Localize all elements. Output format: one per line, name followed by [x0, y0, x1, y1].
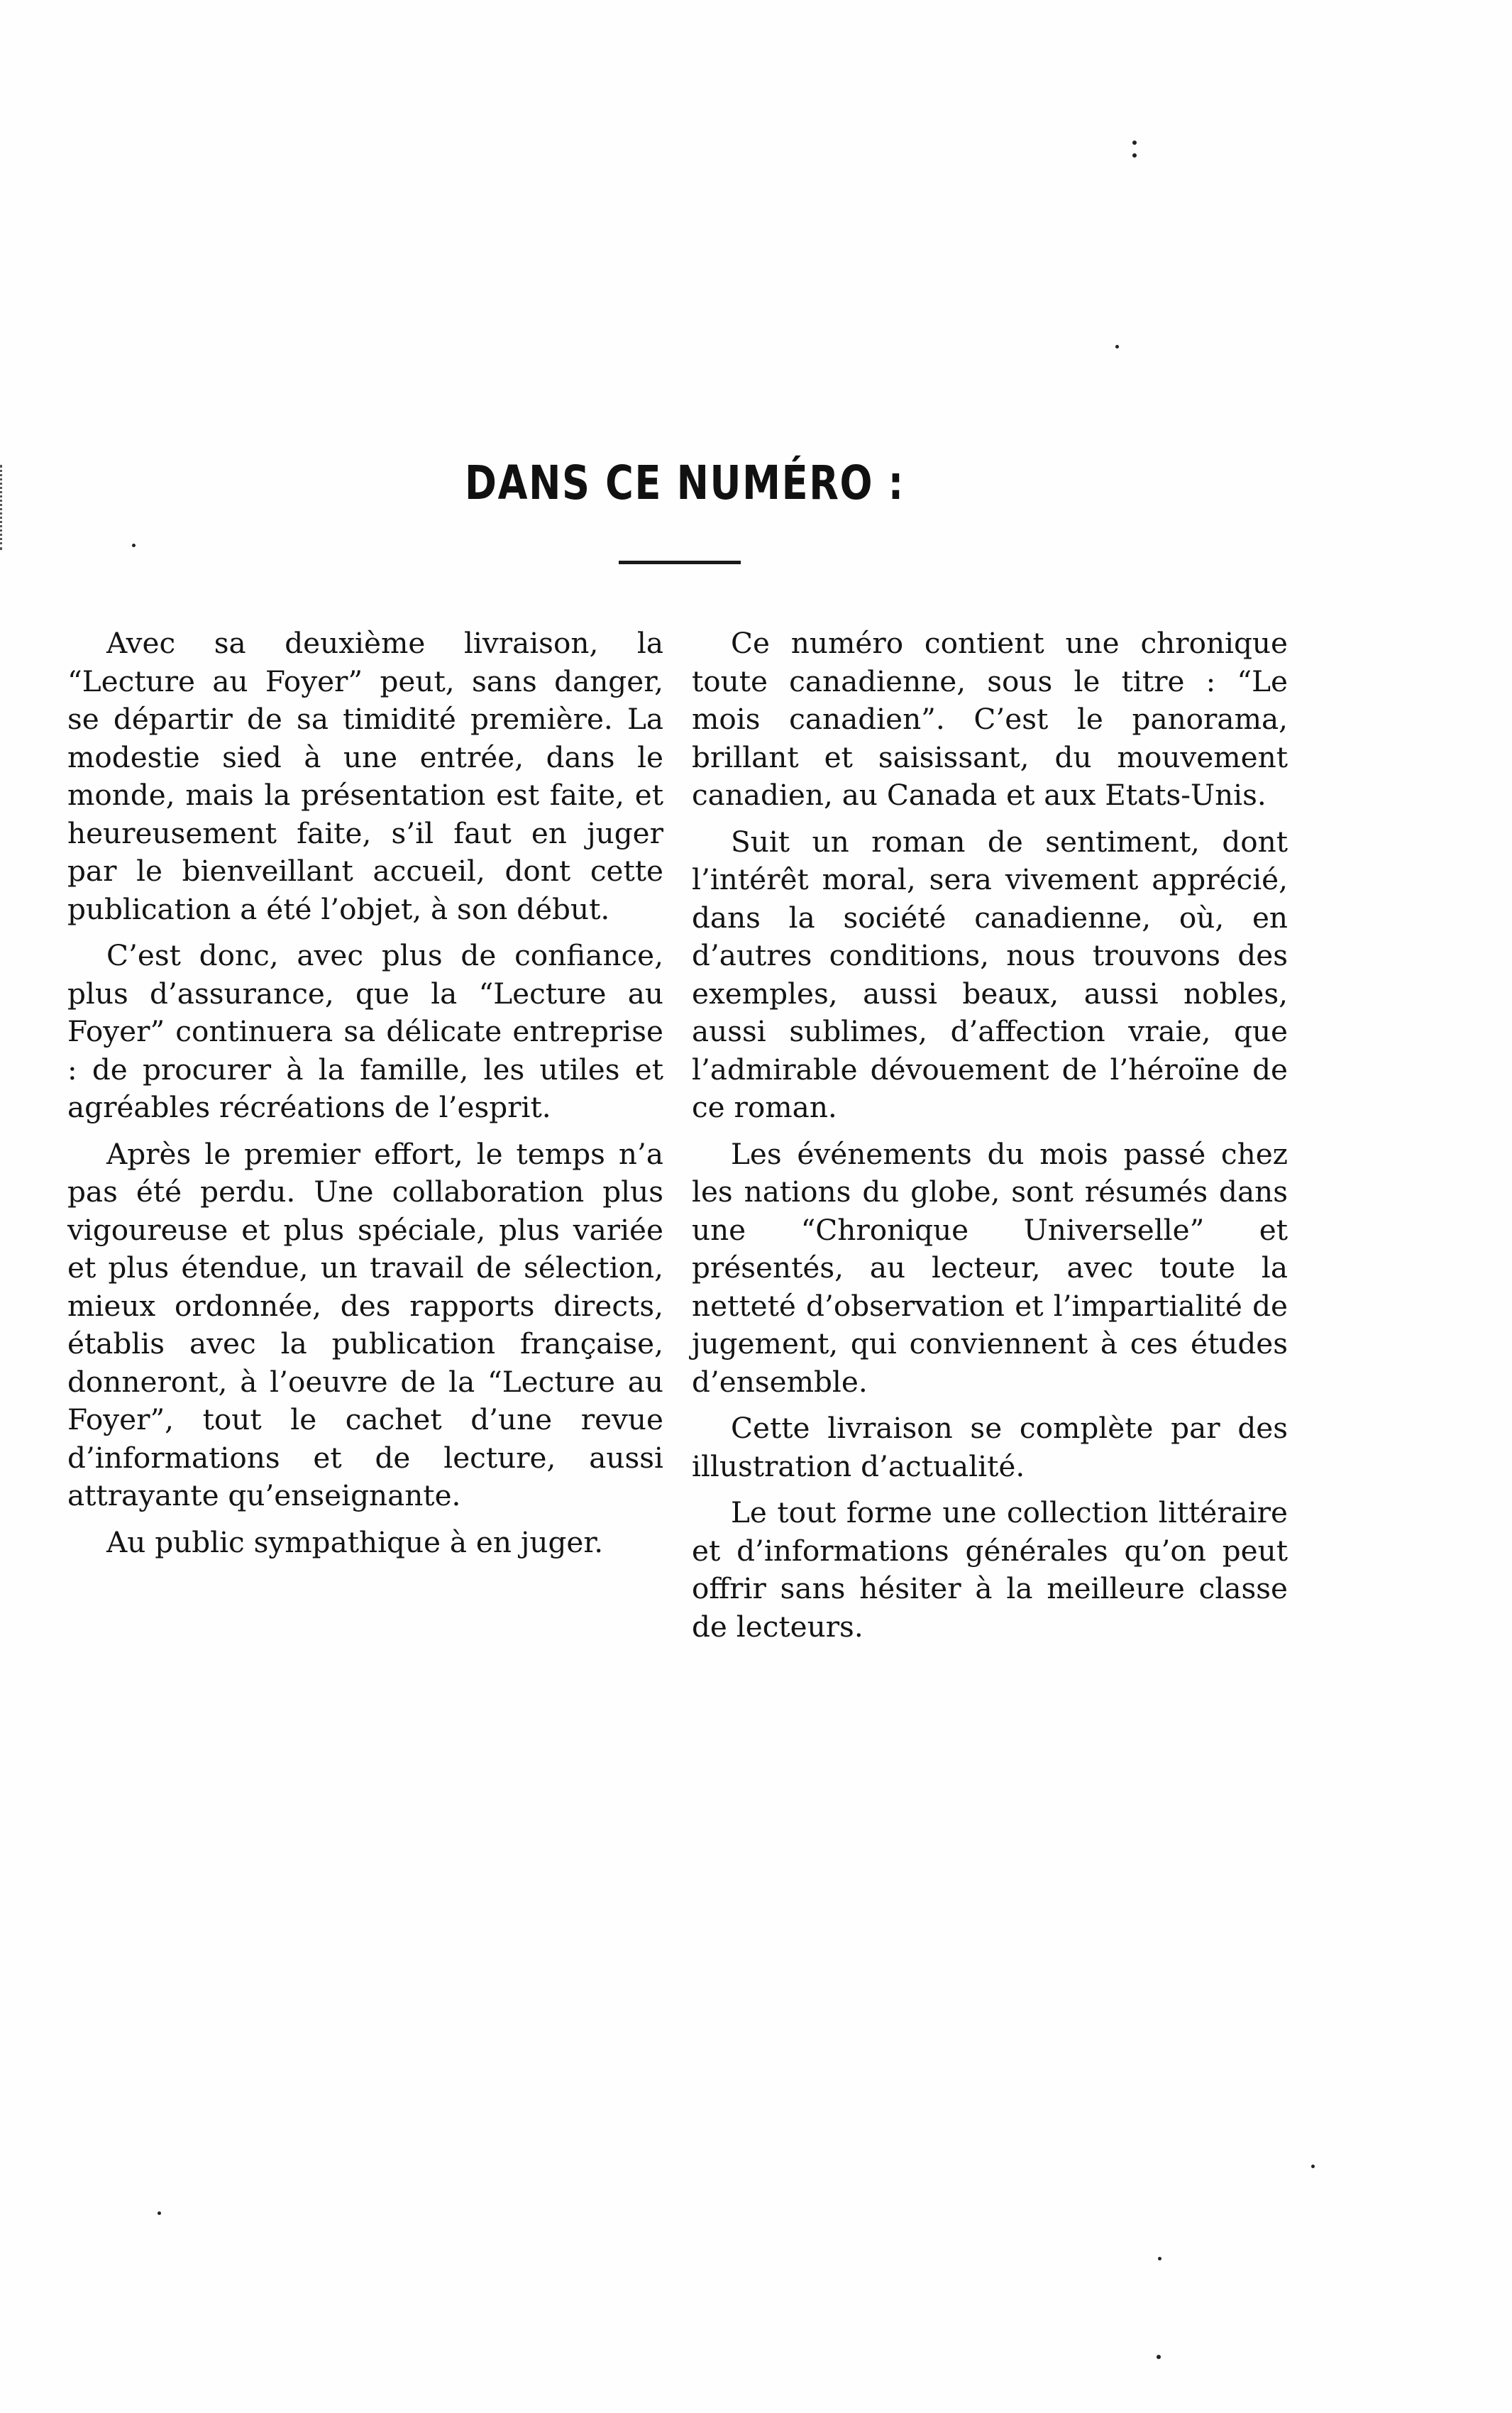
page-title: DANS CE NUMÉRO : — [465, 456, 905, 511]
scan-speck — [1157, 2355, 1161, 2359]
paragraph: C’est donc, avec plus de confiance, plus d’assurance, que la “Lecture au Foyer” continuera sa délicate entreprise : de procurer à la famille, les utiles et agréables récréations de l’esprit. — [67, 938, 663, 1124]
scan-speck — [1115, 345, 1119, 348]
scan-speck — [1311, 2165, 1315, 2168]
paragraph: Le tout forme une collection littéraire et d’informations générales qu’on peut offrir sans hésiter à la meilleure classe de lecteurs. — [692, 1495, 1288, 1644]
paragraph: Cette livraison se complète par des illustration d’actualité. — [692, 1411, 1288, 1483]
right-column — [692, 625, 1288, 1654]
scan-speck — [1158, 2257, 1161, 2260]
scan-margin-marks — [0, 465, 6, 550]
paragraph: Ce numéro contient une chronique toute canadienne, sous le titre : “Le mois canadien”. C’est le panorama, brillant et saisissant, du mouvement canadien, au Canada et aux Etats-Unis. — [692, 626, 1288, 812]
paragraph: Avec sa deuxième livraison, la “Lecture au Foyer” peut, sans danger, se départir de sa timidité première. La modestie sied à une entrée, dans le monde, mais la présentation est faite, et heureusement faite, s’il faut en juger par le bienveillant accueil, dont cette publication a été l’objet, à son début. — [67, 626, 663, 926]
scan-speck — [1132, 141, 1137, 145]
paragraph: Les événements du mois passé chez les nations du globe, sont résumés dans une “Chronique Universelle” et présentés, au lecteur, avec toute la netteté d’observation et l’impartialité de jugement, qui conviennent à ces études d’ensemble. — [692, 1136, 1288, 1399]
left-column — [67, 625, 663, 1570]
scan-speck — [1132, 153, 1137, 158]
paragraph: Suit un roman de sentiment, dont l’intérêt moral, sera vivement apprécié, dans la société canadienne, où, en d’autres conditions, nous trouvons des exemples, aussi beaux, aussi nobles, aussi sublimes, d’affection vraie, que l’admirable dévouement de l’héroïne de ce roman. — [692, 824, 1288, 1124]
paragraph: Après le premier effort, le temps n’a pas été perdu. Une collaboration plus vigoureuse et plus spéciale, plus variée et plus étendue, un travail de sélection, mieux ordonnée, des rapports directs, établis avec la publication française, donneront, à l’oeuvre de la “Lecture au Foyer”, tout le cachet d’une revue d’informations et de lecture, aussi attrayante qu’enseignante. — [67, 1136, 663, 1512]
scan-speck — [132, 544, 136, 547]
paragraph: Au public sympathique à en juger. — [106, 1524, 604, 1559]
scan-speck — [158, 2211, 161, 2215]
title-divider — [619, 561, 741, 564]
